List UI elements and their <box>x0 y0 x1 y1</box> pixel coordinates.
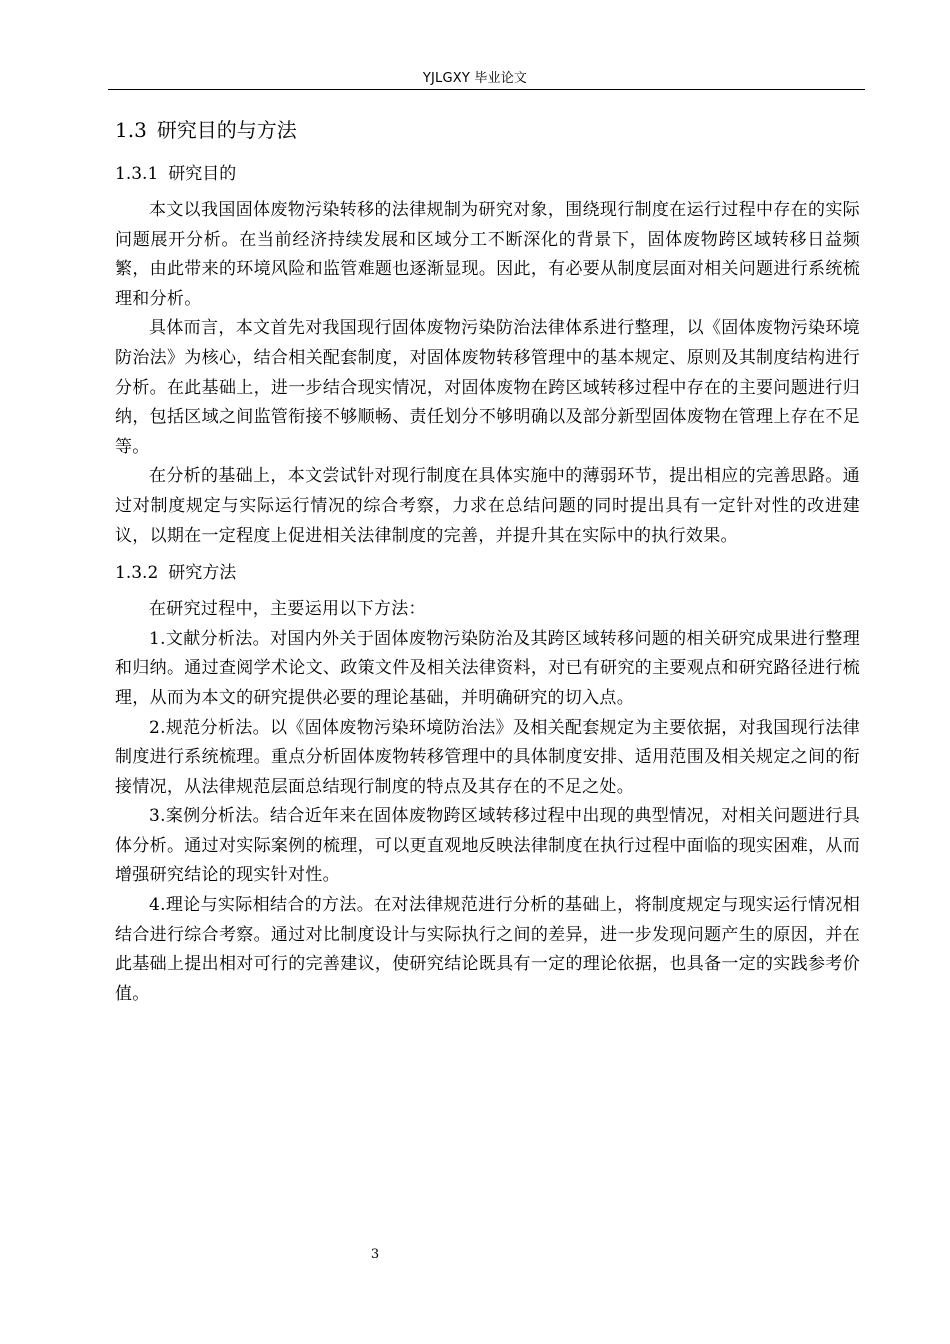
subsection-title: 研究目的 <box>168 164 237 184</box>
page-number: 3 <box>370 1247 380 1262</box>
subsection-number: 1.3.2 <box>115 563 159 584</box>
paragraph: 3.案例分析法。结合近年来在固体废物跨区域转移过程中出现的典型情况，对相关问题进行具体分析。通过对实际案例的梳理，可以更直观地反映法律制度在执行过程中面临的现实困难，从而增强研究结论的现实针对性。 <box>115 806 860 886</box>
subsection-heading-purpose <box>115 162 860 186</box>
paragraph: 在分析的基础上，本文尝试针对现行制度在具体实施中的薄弱环节，提出相应的完善思路。通过对制度规定与实际运行情况的综合考察，力求在总结问题的同时提出具有一定针对性的改进建议，以期在一定程度上促进相关法律制度的完善，并提升其在实际中的执行效果。 <box>115 466 860 546</box>
running-header: YJLGXY 毕业论文 <box>422 71 528 86</box>
paragraph: 具体而言，本文首先对我国现行固体废物污染防治法律体系进行整理，以《固体废物污染环境防治法》为核心，结合相关配套制度，对固体废物转移管理中的基本规定、原则及其制度结构进行分析。在此基础上，进一步结合现实情况，对固体废物在跨区域转移过程中存在的主要问题进行归纳，包括区域之间监管衔接不够顺畅、责任划分不够明确以及部分新型固体废物在管理上存在不足等。 <box>115 318 860 457</box>
page-body <box>115 116 860 1009</box>
paragraph: 4.理论与实际相结合的方法。在对法律规范进行分析的基础上，将制度规定与现实运行情况相结合进行综合考察。通过对比制度设计与实际执行之间的差异，进一步发现问题产生的原因，并在此基础上提出相对可行的完善建议，使研究结论既具有一定的理论依据，也具备一定的实践参考价值。 <box>115 895 860 1004</box>
paragraph: 在研究过程中，主要运用以下方法： <box>149 599 426 620</box>
section-title: 研究目的与方法 <box>156 118 297 142</box>
paragraph: 1.文献分析法。对国内外关于固体废物污染防治及其跨区域转移问题的相关研究成果进行整理和归纳。通过查阅学术论文、政策文件及相关法律资料，对已有研究的主要观点和研究路径进行梳理，从而为本文的研究提供必要的理论基础，并明确研究的切入点。 <box>115 628 860 708</box>
section-number: 1.3 <box>115 118 147 142</box>
paragraph: 本文以我国固体废物污染转移的法律规制为研究对象，围绕现行制度在运行过程中存在的实际问题展开分析。在当前经济持续发展和区域分工不断深化的背景下，固体废物跨区域转移日益频繁，由此带来的环境风险和监管难题也逐渐显现。因此，有必要从制度层面对相关问题进行系统梳理和分析。 <box>115 200 860 309</box>
subsection-title: 研究方法 <box>168 563 237 584</box>
subsection-number: 1.3.1 <box>115 164 159 184</box>
header-rule <box>108 89 865 90</box>
paragraph: 2.规范分析法。以《固体废物污染环境防治法》及相关配套规定为主要依据，对我国现行法律制度进行系统梳理。重点分析固体废物转移管理中的具体制度安排、适用范围及相关规定之间的衔接情况，从法律规范层面总结现行制度的特点及其存在的不足之处。 <box>115 717 860 797</box>
section-heading <box>115 116 860 144</box>
subsection-heading-method <box>115 561 860 585</box>
